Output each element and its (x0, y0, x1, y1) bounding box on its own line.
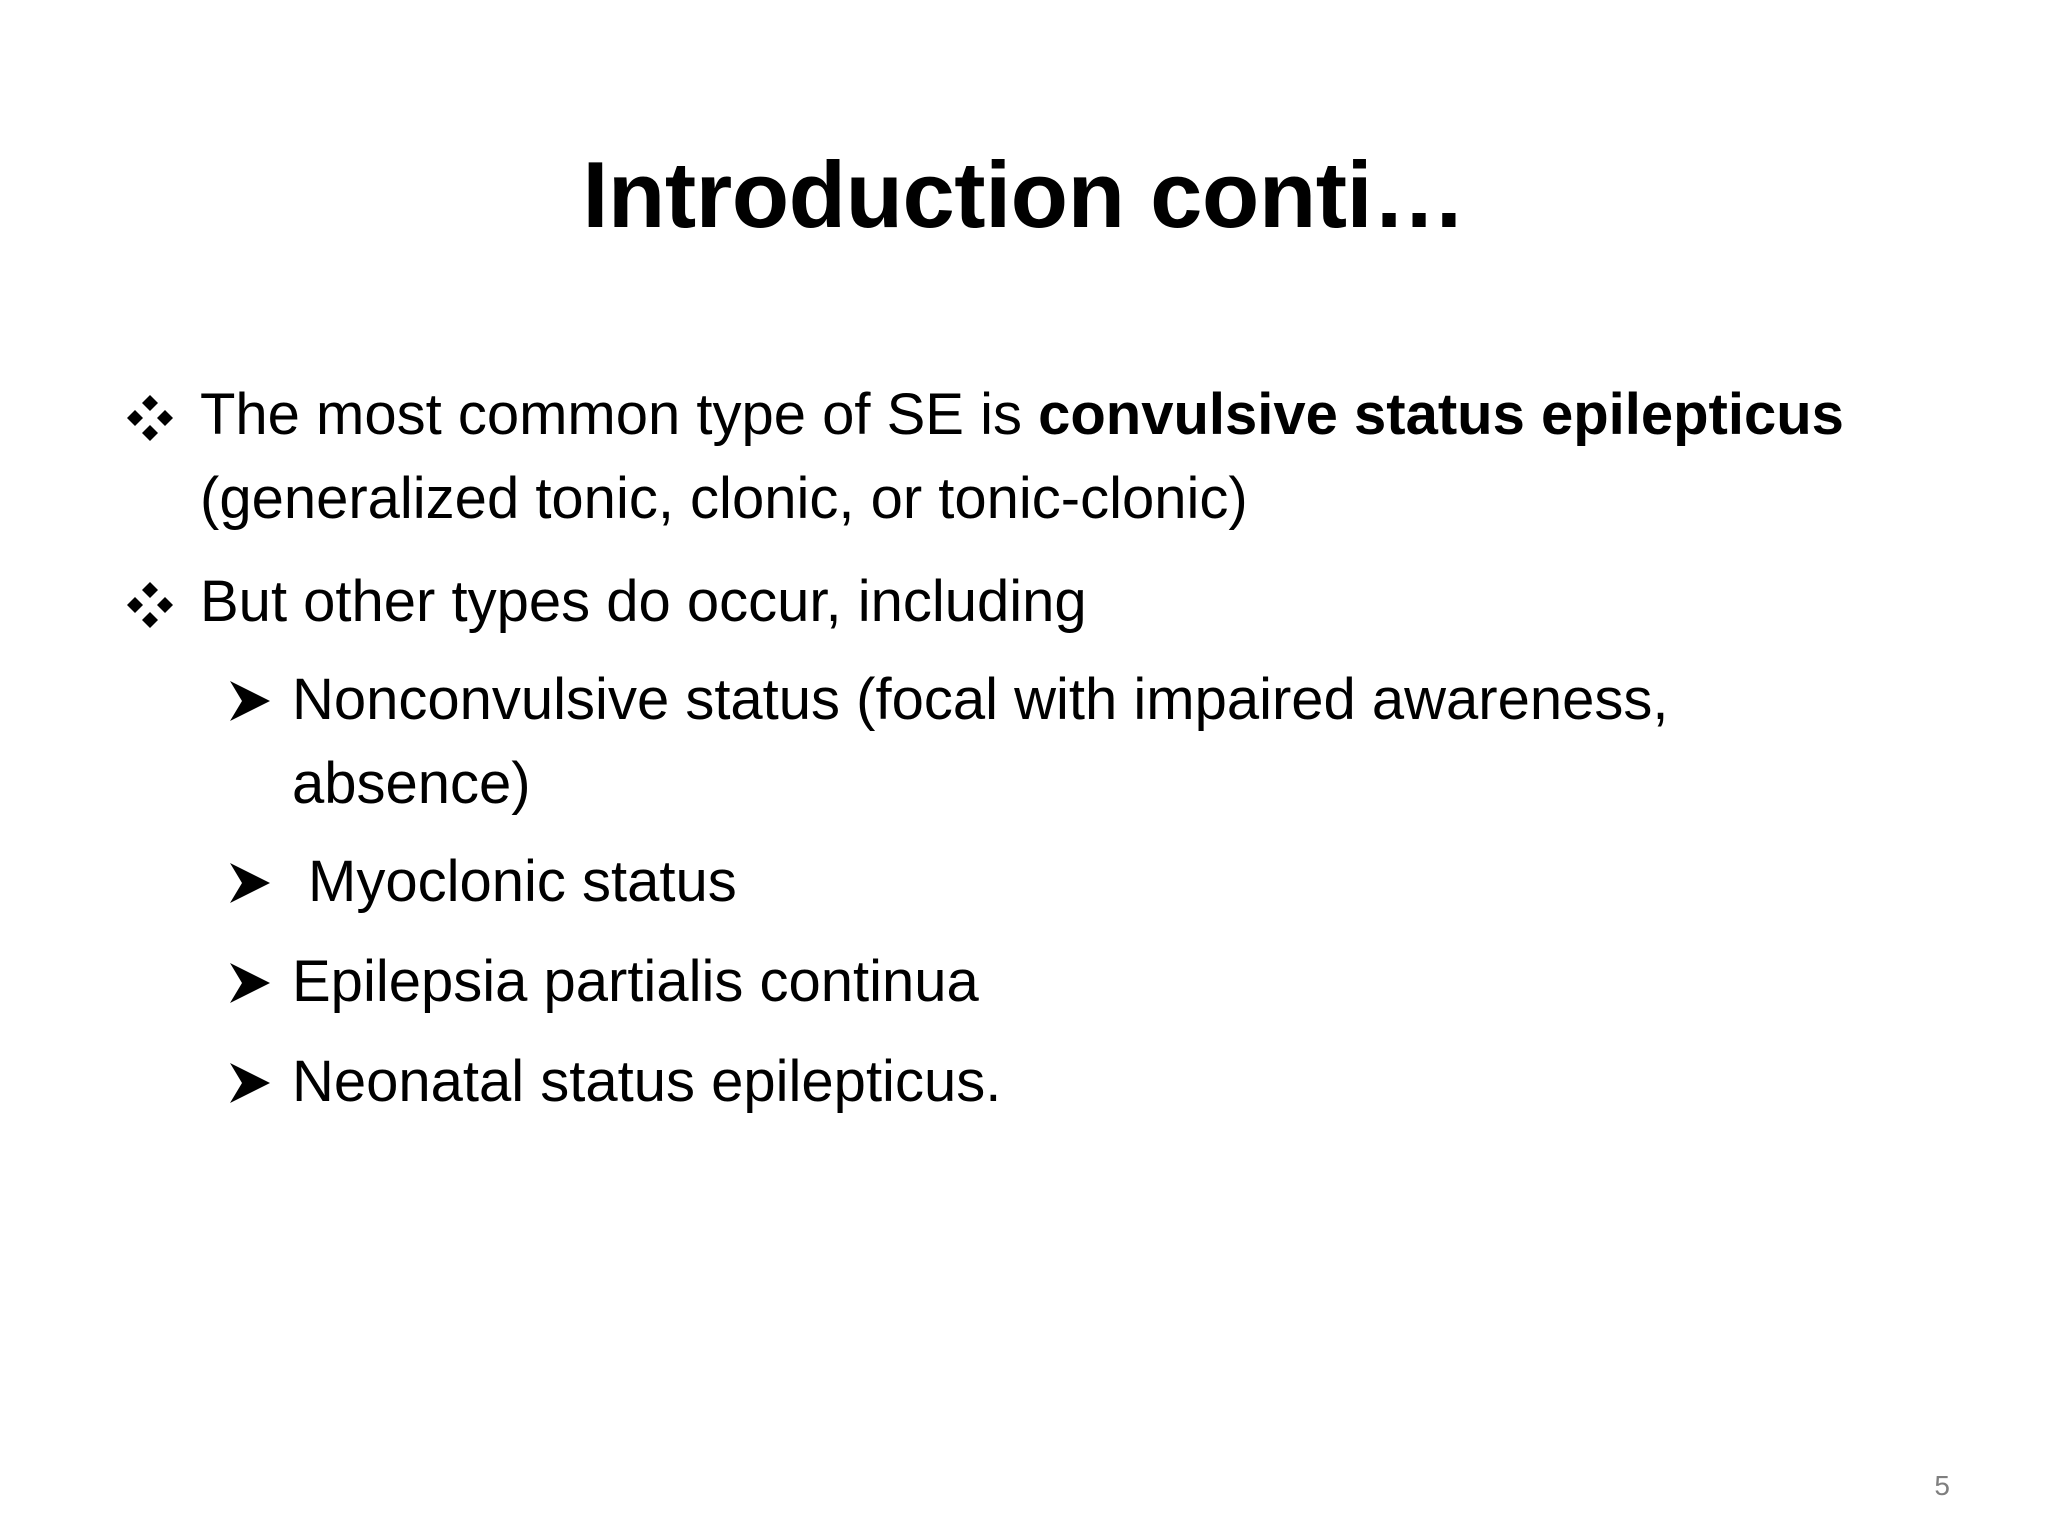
bullet-item (200, 560, 1960, 644)
four-diamond-bullet-icon (125, 393, 175, 443)
arrowhead-bullet-icon (228, 679, 272, 723)
sub-bullet-text: Epilepsia partialis continua (292, 949, 979, 1014)
bullet-text-bold: convulsive status epilepticus (1038, 382, 1844, 447)
bullet-text: But other types do occur, including (200, 569, 1087, 634)
sub-bullet-text: Myoclonic status (308, 849, 737, 914)
page-number: 5 (1934, 1470, 1950, 1501)
sub-bullet-item (292, 1040, 1792, 1124)
sub-bullet-item (292, 840, 1792, 924)
sub-bullet-item (292, 658, 1792, 826)
sub-bullet-text: Nonconvulsive status (focal with impaired awareness, absence) (292, 667, 1669, 816)
bullet-text: The most common type of SE is (200, 382, 1039, 447)
arrowhead-bullet-icon (228, 961, 272, 1005)
arrowhead-bullet-icon (228, 861, 272, 905)
bullet-item (200, 373, 1960, 541)
four-diamond-bullet-icon (125, 580, 175, 630)
bullet-text: (generalized tonic, clonic, or tonic-clonic) (200, 466, 1248, 531)
arrowhead-bullet-icon (228, 1061, 272, 1105)
slide-title: Introduction conti… (582, 142, 1466, 247)
sub-bullet-item (292, 940, 1792, 1024)
sub-bullet-text: Neonatal status epilepticus. (292, 1049, 1002, 1114)
